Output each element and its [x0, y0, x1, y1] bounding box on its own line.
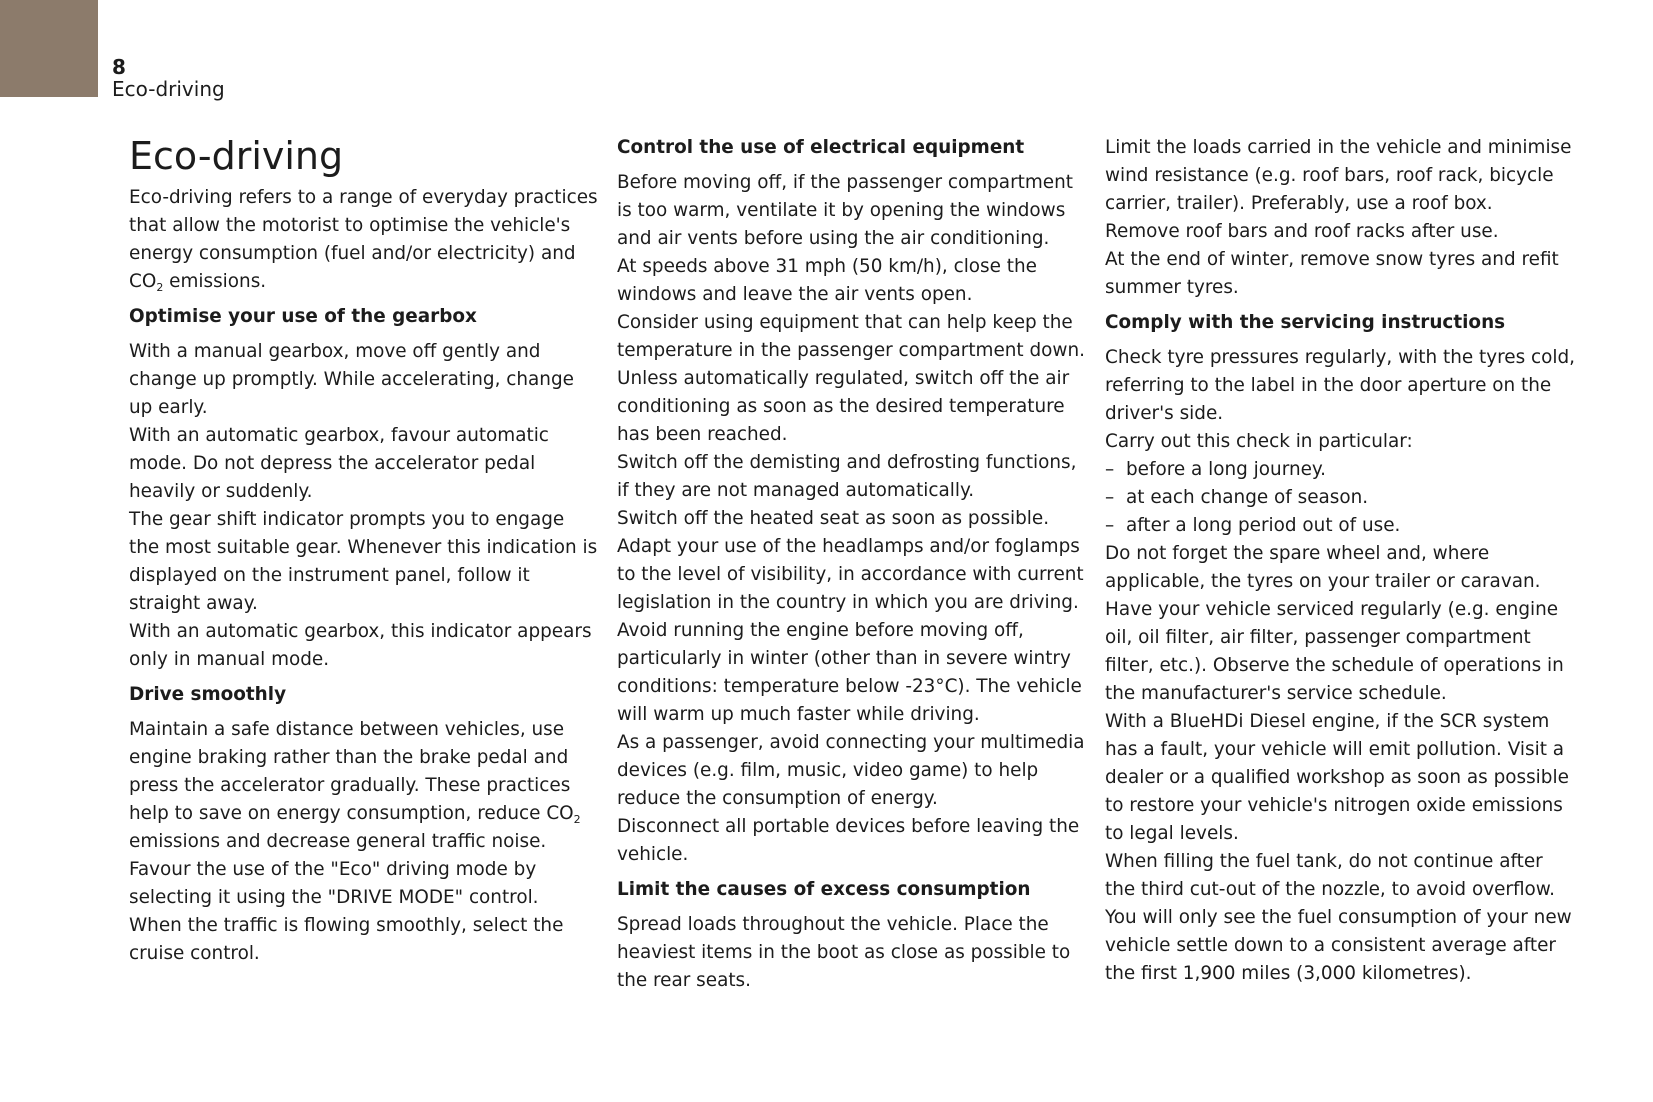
- paragraph: Remove roof bars and roof racks after use.: [1105, 221, 1499, 242]
- paragraph: Check tyre pressures regularly, with the tyres cold, referring to the label in the door aperture on the driver's side.: [1105, 347, 1575, 424]
- section-tab: [0, 0, 98, 97]
- paragraph: With a manual gearbox, move off gently and change up promptly. While accelerating, change up early.: [129, 341, 574, 418]
- paragraph: Spread loads throughout the vehicle. Place the heaviest items in the boot as close as possible to the rear seats.: [617, 914, 1071, 991]
- paragraph: The gear shift indicator prompts you to engage the most suitable gear. Whenever this indication is displayed on the instrument panel, follow it straight away.: [129, 509, 598, 614]
- paragraph: At speeds above 31 mph (50 km/h), close the windows and leave the air vents open.: [617, 256, 1037, 305]
- paragraph: Consider using equipment that can help keep the temperature in the passenger compartment down.: [617, 312, 1085, 361]
- paragraph: Switch off the heated seat as soon as possible.: [617, 508, 1050, 529]
- page-number: 8: [112, 55, 126, 79]
- servicing-heading: Comply with the servicing instructions: [1105, 312, 1506, 333]
- column-2: [617, 134, 1087, 995]
- section-name: Eco-driving: [112, 77, 225, 101]
- column-1: [129, 134, 599, 968]
- electrical-heading: Control the use of electrical equipment: [617, 137, 1025, 158]
- column-3: [1105, 134, 1575, 988]
- paragraph: Carry out this check in particular:: [1105, 431, 1413, 452]
- paragraph: Have your vehicle serviced regularly (e.g. engine oil, oil filter, air filter, passenger compartment filter, etc.). Observe the schedule of operations in the manufacturer's service schedule.: [1105, 599, 1564, 704]
- paragraph: Unless automatically regulated, switch off the air conditioning as soon as the desired temperature has been reached.: [617, 368, 1070, 445]
- paragraph: Maintain a safe distance between vehicles, use engine braking rather than the brake pedal and press the accelerator gradually. These practices help to save on energy consumption, reduce $CO_2$ emissions and decrease general traffic noise.: [129, 719, 581, 852]
- paragraph: Avoid running the engine before moving off, particularly in winter (other than in severe wintry conditions: temperature below -23°C). The vehicle will warm up much faster while driving.: [617, 620, 1082, 725]
- consumption-heading: Limit the causes of excess consumption: [617, 879, 1031, 900]
- intro-paragraph: Eco-driving refers to a range of everyday practices that allow the motorist to optimise the vehicle's energy consumption (fuel and/or electricity) and $CO_2$ emissions.: [129, 187, 598, 294]
- list-item: – at each change of season.: [1105, 487, 1369, 508]
- list-item: – after a long period out of use.: [1105, 515, 1401, 536]
- paragraph: With an automatic gearbox, this indicator appears only in manual mode.: [129, 621, 592, 670]
- paragraph: With an automatic gearbox, favour automatic mode. Do not depress the accelerator pedal heavily or suddenly.: [129, 425, 549, 502]
- paragraph: Before moving off, if the passenger compartment is too warm, ventilate it by opening the windows and air vents before using the air conditioning.: [617, 172, 1073, 249]
- paragraph: Favour the use of the "Eco" driving mode by selecting it using the "DRIVE MODE" control.: [129, 859, 539, 908]
- paragraph: Disconnect all portable devices before leaving the vehicle.: [617, 816, 1080, 865]
- page-title: Eco-driving: [129, 134, 344, 178]
- paragraph: With a BlueHDi Diesel engine, if the SCR system has a fault, your vehicle will emit pollution. Visit a dealer or a qualified workshop as soon as possible to restore your vehicle's nitrogen oxide emissions to legal levels.: [1105, 711, 1569, 844]
- paragraph: Do not forget the spare wheel and, where applicable, the tyres on your trailer or caravan.: [1105, 543, 1541, 592]
- gearbox-heading: Optimise your use of the gearbox: [129, 306, 477, 327]
- paragraph: When filling the fuel tank, do not continue after the third cut-out of the nozzle, to avoid overflow.: [1105, 851, 1555, 900]
- smooth-heading: Drive smoothly: [129, 684, 287, 705]
- paragraph: Limit the loads carried in the vehicle and minimise wind resistance (e.g. roof bars, roof rack, bicycle carrier, trailer). Preferably, use a roof box.: [1105, 137, 1572, 214]
- paragraph: As a passenger, avoid connecting your multimedia devices (e.g. film, music, video game) to help reduce the consumption of energy.: [617, 732, 1085, 809]
- paragraph: You will only see the fuel consumption of your new vehicle settle down to a consistent average after the first 1,900 miles (3,000 kilometres).: [1105, 907, 1572, 984]
- paragraph: When the traffic is flowing smoothly, select the cruise control.: [129, 915, 564, 964]
- paragraph: At the end of winter, remove snow tyres and refit summer tyres.: [1105, 249, 1559, 298]
- paragraph: Adapt your use of the headlamps and/or foglamps to the level of visibility, in accordance with current legislation in the country in which you are driving.: [617, 536, 1084, 613]
- list-item: – before a long journey.: [1105, 459, 1327, 480]
- paragraph: Switch off the demisting and defrosting functions, if they are not managed automatically.: [617, 452, 1077, 501]
